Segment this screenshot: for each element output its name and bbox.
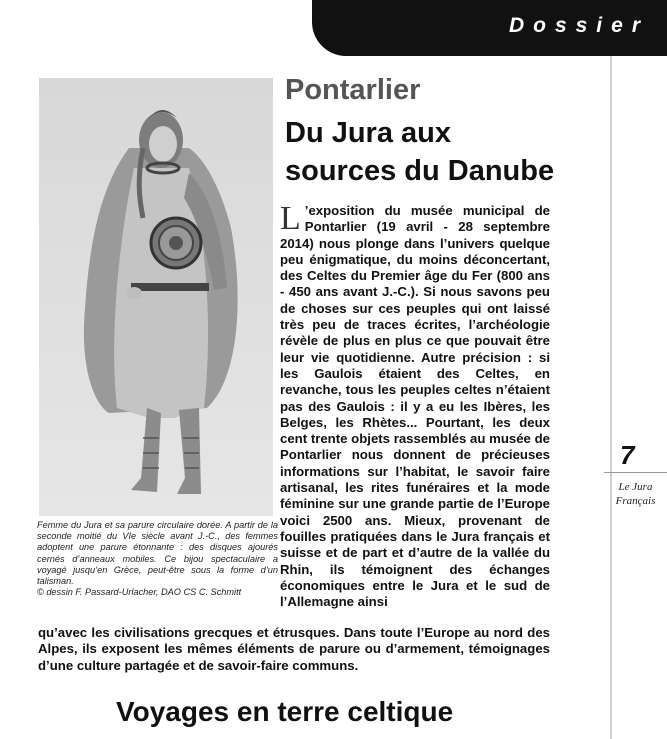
caption-credit: © dessin F. Passard-Urlacher, DAO CS C. Schmitt — [37, 587, 242, 598]
section-header — [312, 0, 667, 56]
article-title-line2: sources du Danube — [285, 155, 555, 187]
article-body-continued: qu’avec les civilisations grecques et étrusques. Dans toute l’Europe au nord des Alpes, ils exposent les mêmes éléments de parure ou d’armement, témoignages d’une culture partagée et de savoir-faire communs. — [38, 625, 550, 673]
celtic-woman-illustration — [39, 78, 273, 516]
article-body-column — [280, 200, 550, 610]
section-label: Dossier — [508, 14, 649, 37]
article-body-text: ’exposition du musée municipal de Pontarlier (19 avril - 28 septembre 2014) nous plonge dans l’univers quelque peu énigmatique, du moins déconcertant, des Celtes du Premier âge du Fer (800 ans - 450 ans avant J.-C.). Si nous savons peu de choses sur ces peuples qui ont laissé très peu de traces écrites, l’archéologie révèle de plus en plus ce que pouvait être leur vie quotidienne. Autre précision : si les Gaulois étaient des Celtes, en revanche, tous les peuples celtes n’étaient pas des Gaulois : il y a eu les Ibères, les Belges, les Rhètes... Pourtant, les deux cent trente objets rassemblés au musée de Pontarlier nous donnent de précieuses informations sur l’habitat, le savoir faire artisanal, les rites funéraires et la mode féminine sur une grande partie de l’Europe voici 2500 ans. Mieux, provenant de fouilles pratiquées dans le Jura français et suisse et de part et d’autre de la vallée du Rhin, ils témoignent des échanges économiques entre le Jura et le sud de l’Allemagne ainsi — [280, 203, 550, 610]
article-title-line1: Du Jura aux — [285, 117, 451, 149]
caption-text: Femme du Jura et sa parure circulaire dorée. A partir de la seconde moitié du VIe siècle avant J.-C., des femmes adoptent une parure étonnante : des disques ajourés cernés d’anneaux mobiles. Ce bijou spectaculaire a voyagé jusqu’en Grèce, peut-être sous la forme d’un talisman. — [37, 520, 278, 587]
drop-cap: L — [280, 200, 301, 237]
publication-name — [604, 480, 667, 508]
publication-line1: Le Jura — [618, 481, 653, 493]
illustration-caption — [37, 520, 278, 598]
illustration-drawing — [39, 78, 273, 516]
page-number: 7 — [620, 440, 635, 470]
section-heading: Voyages en terre celtique — [116, 696, 454, 727]
margin-rule — [604, 472, 667, 473]
article-supertitle: Pontarlier — [285, 74, 421, 106]
article-title — [285, 114, 605, 190]
publication-line2: Français — [615, 495, 656, 507]
